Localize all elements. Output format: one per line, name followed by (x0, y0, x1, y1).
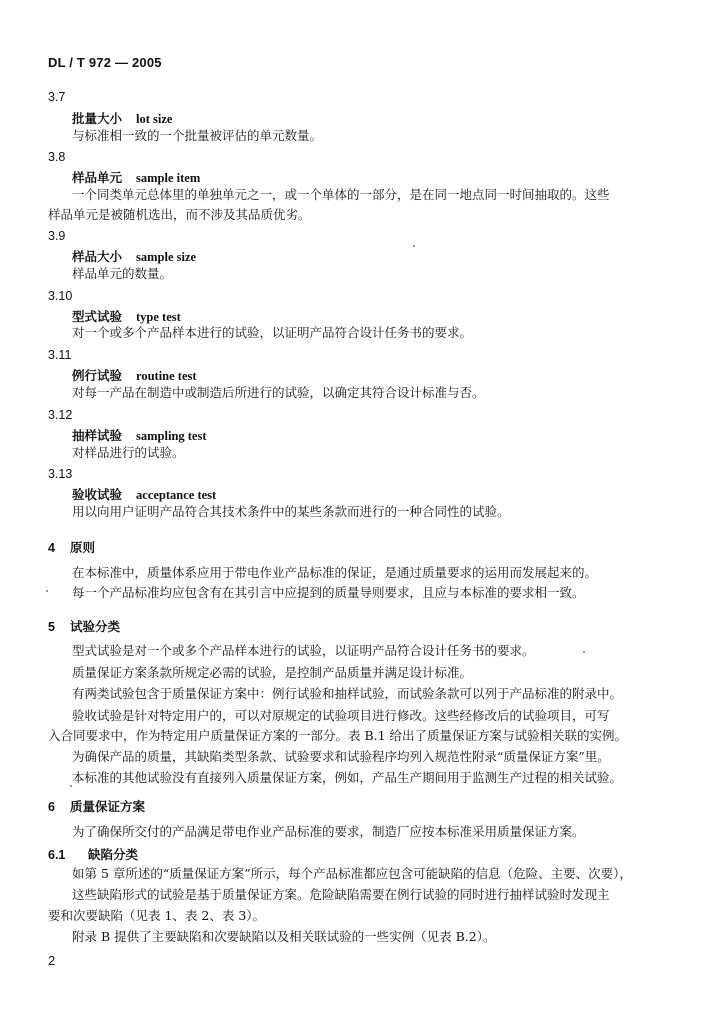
term-title (72, 168, 200, 186)
subsection-heading (48, 845, 138, 863)
term-en: type test (136, 310, 181, 324)
term-definition: 样品单元的数量。 (72, 266, 173, 281)
section-number: 6 (48, 800, 55, 814)
paragraph-line: 验收试验是针对特定用户的，可以对原规定的试验项目进行修改。这些经修改后的试验项目，可写 (72, 708, 610, 723)
page-number: 2 (48, 953, 56, 968)
section-number: 5 (48, 620, 55, 634)
section-heading (48, 617, 120, 635)
scan-speck (70, 785, 72, 787)
term-zh: 验收试验 (72, 487, 123, 502)
term-title (72, 109, 172, 127)
term-definition: 一个同类单元总体里的单独单元之一，或一个单体的一部分，是在同一地点同一时间抽取的。这些 (72, 187, 610, 202)
term-title (72, 247, 196, 265)
paragraph-line: 型式试验是对一个或多个产品样本进行的试验，以证明产品符合设计任务书的要求。 (72, 643, 535, 658)
clause-number: 3.8 (48, 150, 66, 164)
section-title: 质量保证方案 (70, 799, 146, 814)
section-title: 试验分类 (70, 619, 121, 634)
section-number: 4 (48, 541, 55, 555)
paragraph-line: 为了确保所交付的产品满足带电作业产品标准的要求，制造厂应按本标准采用质量保证方案。 (72, 824, 585, 839)
term-en: lot size (136, 112, 173, 126)
term-zh: 批量大小 (72, 111, 123, 126)
paragraph-line: 为确保产品的质量，其缺陷类型条款、试验要求和试验程序均列入规范性附录“质量保证方案”里。 (72, 749, 610, 764)
clause-number: 3.7 (48, 90, 66, 104)
term-title (72, 366, 197, 384)
term-title (72, 426, 207, 444)
term-definition: 对样品进行的试验。 (72, 445, 185, 460)
term-zh: 型式试验 (72, 309, 123, 324)
standard-header: DL / T 972 — 2005 (48, 55, 162, 70)
scan-speck (46, 590, 48, 592)
section-heading (48, 538, 95, 556)
section-title: 原则 (70, 540, 96, 555)
term-definition-cont: 样品单元是被随机选出，而不涉及其品质优劣。 (48, 207, 311, 222)
paragraph-line: 在本标准中，质量体系应用于带电作业产品标准的保证，是通过质量要求的运用而发展起来的。 (72, 565, 598, 580)
clause-number: 3.12 (48, 408, 73, 422)
term-en: sample item (136, 171, 201, 185)
paragraph-line: 本标准的其他试验没有直接列入质量保证方案，例如，产品生产期间用于监测生产过程的相关试验。 (72, 770, 623, 785)
clause-number: 3.11 (48, 348, 72, 362)
term-definition: 对一个或多个产品样本进行的试验，以证明产品符合设计任务书的要求。 (72, 325, 473, 340)
paragraph-line: 每一个产品标准均应包含有在其引言中应提到的质量导则要求，且应与本标准的要求相一致。 (72, 585, 585, 600)
paragraph-line: 有两类试验包含于质量保证方案中：例行试验和抽样试验，而试验条款可以列于产品标准的附录中。 (72, 686, 623, 701)
clause-number: 3.10 (48, 289, 73, 303)
term-en: acceptance test (136, 488, 217, 502)
scan-speck (583, 651, 585, 653)
subsection-title: 缺陷分类 (88, 847, 139, 862)
term-zh: 例行试验 (72, 368, 123, 383)
clause-number: 3.13 (48, 467, 73, 481)
term-definition: 用以向用户证明产品符合其技术条件中的某些条款而进行的一种合同性的试验。 (72, 504, 510, 519)
paragraph-line: 附录 B 提供了主要缺陷和次要缺陷以及相关联试验的一些实例（见表 B.2）。 (72, 929, 496, 944)
clause-number: 3.9 (48, 229, 66, 243)
term-en: routine test (136, 369, 197, 383)
subsection-number: 6.1 (48, 848, 66, 862)
paragraph-line: 入合同要求中，作为特定用户质量保证方案的一部分。表 B.1 给出了质量保证方案与试验相关联的实例。 (48, 728, 628, 743)
term-definition: 与标准相一致的一个批量被评估的单元数量。 (72, 128, 323, 143)
term-title (72, 485, 216, 503)
term-zh: 抽样试验 (72, 428, 123, 443)
term-en: sample size (136, 250, 197, 264)
paragraph-line: 要和次要缺陷（见表 1、表 2、表 3）。 (48, 908, 266, 923)
paragraph-line: 如第 5 章所述的“质量保证方案”所示，每个产品标准都应包含可能缺陷的信息（危险、主要、次要）， (72, 866, 632, 881)
paragraph-line: 这些缺陷形式的试验是基于质量保证方案。危险缺陷需要在例行试验的同时进行抽样试验时发现主 (72, 887, 610, 902)
term-en: sampling test (136, 429, 207, 443)
term-zh: 样品单元 (72, 170, 123, 185)
term-zh: 样品大小 (72, 249, 123, 264)
term-definition: 对每一产品在制造中或制造后所进行的试验，以确定其符合设计标准与否。 (72, 385, 485, 400)
paragraph-line: 质量保证方案条款所规定必需的试验，是控制产品质量并满足设计标准。 (72, 665, 473, 680)
scan-speck (413, 245, 415, 247)
section-heading (48, 797, 145, 815)
